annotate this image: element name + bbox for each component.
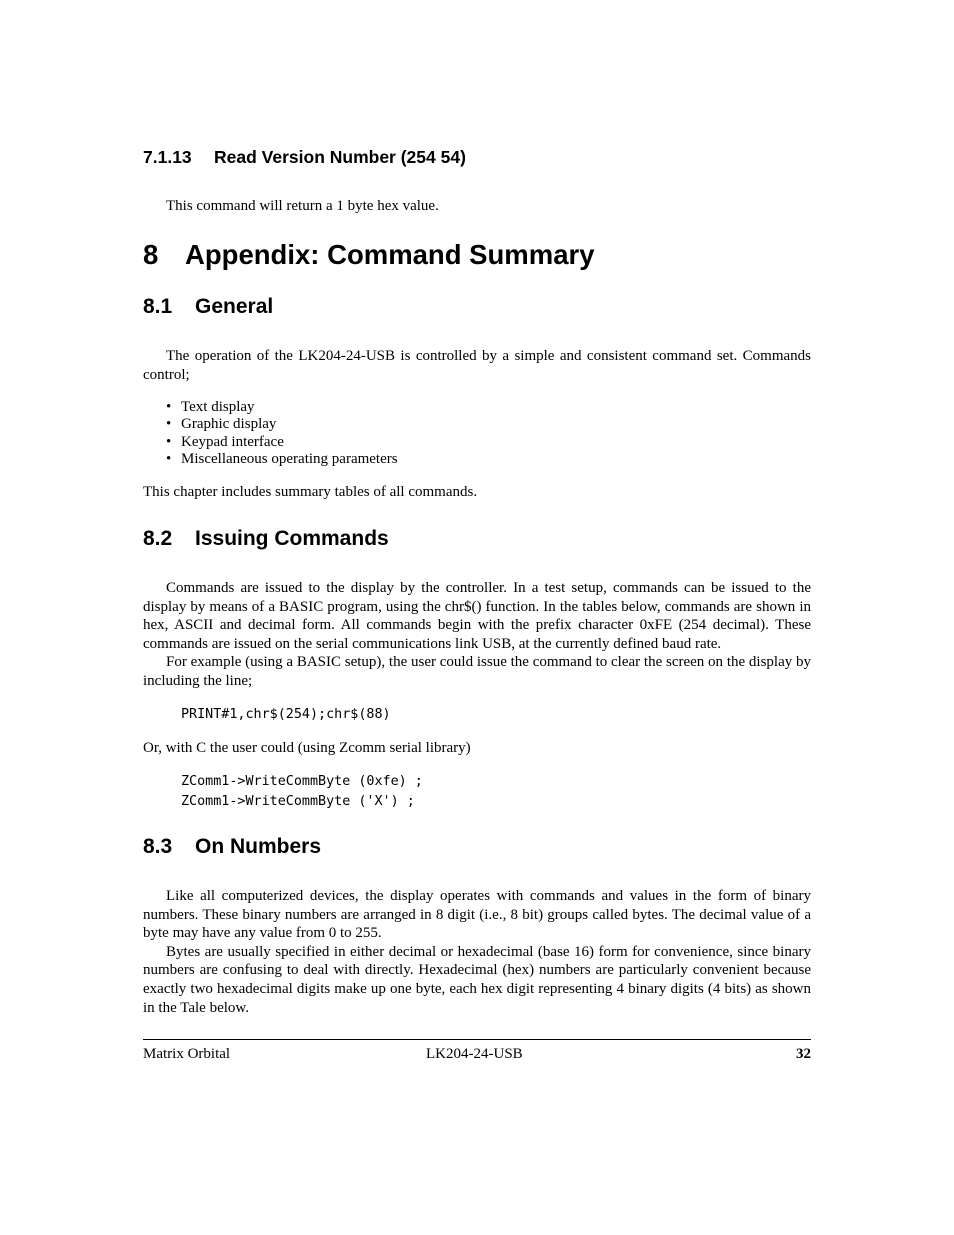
basic-code-example: PRINT#1,chr$(254);chr$(88) xyxy=(181,707,391,722)
footer-rule xyxy=(143,1039,811,1040)
bullet-icon: • xyxy=(166,399,172,415)
section-8-2-heading xyxy=(143,527,811,551)
c-code-example xyxy=(143,772,811,811)
code-line: ZComm1->WriteCommByte ('X') ; xyxy=(181,793,415,809)
list-item: • Miscellaneous operating parameters xyxy=(166,450,398,467)
section-7-1-13-heading xyxy=(143,147,811,168)
section-number: 8.1 xyxy=(143,295,173,318)
issuing-paragraph-3: Or, with C the user could (using Zcomm serial library) xyxy=(143,740,471,756)
bullet-icon: • xyxy=(166,433,172,450)
section-8-1-heading xyxy=(143,295,811,319)
section-number: 8.2 xyxy=(143,527,173,550)
numbers-paragraph-2: Bytes are usually specified in either decimal or hexadecimal (base 16) form for convenience, since binary numbers are confusing to deal with directly. Hexadecimal (hex) numbers are particularly convenient because exactly two hexadecimal digits make up one byte, each hex digit representing 4 binary digits (4 bits) as shown in the Tale below. xyxy=(143,943,811,1016)
section-number: 8.3 xyxy=(143,835,173,858)
list-item: • Text display xyxy=(166,399,255,415)
numbers-paragraph-1: Like all computerized devices, the display operates with commands and values in the form of binary numbers. These binary numbers are arranged in 8 digit (i.e., 8 bit) groups called bytes. The decimal value of a byte may have any value from 0 to 255. xyxy=(143,888,811,942)
chapter-title: Appendix: Command Summary xyxy=(185,239,595,270)
bullet-icon: • xyxy=(166,416,172,433)
list-item: • Graphic display xyxy=(166,416,277,433)
footer-company: Matrix Orbital xyxy=(143,1046,231,1062)
issuing-paragraph-2: For example (using a BASIC setup), the user could issue the command to clear the screen on the display by including the line; xyxy=(143,654,811,689)
issuing-paragraph-1: Commands are issued to the display by the controller. In a test setup, commands can be issued to the display by means of a BASIC program, using the chr$() function. In the tables below, commands are shown in hex, ASCII and decimal form. All commands begin with the prefix character 0xFE (254 decimal). These commands are issued on the serial communications link USB, at the currently defined baud rate. xyxy=(143,580,811,652)
section-number: 7.1.13 xyxy=(143,147,192,167)
bullet-icon: • xyxy=(166,450,172,467)
section-8-3-heading xyxy=(143,835,811,859)
section-title: On Numbers xyxy=(195,835,322,858)
general-outro-paragraph: This chapter includes summary tables of all commands. xyxy=(143,484,478,500)
section-title: Issuing Commands xyxy=(195,527,389,550)
on-numbers-body xyxy=(143,887,811,1017)
section-7-1-13-body: This command will return a 1 byte hex value. xyxy=(166,198,439,214)
chapter-8-heading xyxy=(143,239,811,271)
footer-product: LK204-24-USB xyxy=(426,1046,523,1062)
issuing-commands-body xyxy=(143,579,811,691)
list-item: • Keypad interface xyxy=(166,433,284,450)
code-line: ZComm1->WriteCommByte (0xfe) ; xyxy=(181,774,423,789)
command-areas-list xyxy=(143,399,811,468)
general-intro-paragraph: The operation of the LK204-24-USB is controlled by a simple and consistent command set. Commands control; xyxy=(143,348,811,383)
chapter-number: 8 xyxy=(143,239,159,270)
section-title: General xyxy=(195,295,274,318)
page-number: 32 xyxy=(796,1046,811,1062)
section-title: Read Version Number (254 54) xyxy=(214,147,466,167)
